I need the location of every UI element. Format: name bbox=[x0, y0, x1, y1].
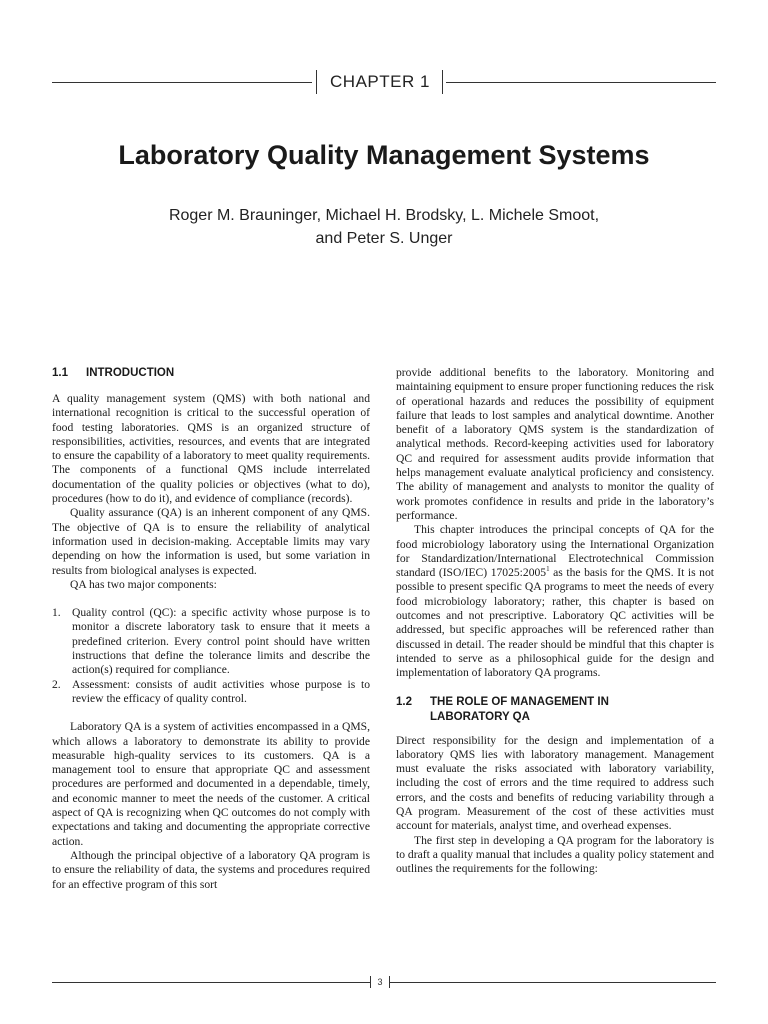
section-title: INTRODUCTION bbox=[86, 367, 175, 379]
chapter-title: Laboratory Quality Management Systems bbox=[118, 140, 650, 170]
list-item bbox=[52, 678, 370, 707]
list-item bbox=[52, 606, 370, 677]
footer-rule-tick-left bbox=[370, 976, 371, 988]
paragraph: QA has two major components: bbox=[70, 577, 217, 591]
paragraph: Direct responsibility for the design and implementation of a laboratory QMS lies with laboratory management. Management must evaluate the risks associated with laboratory variability, including the cost of errors and the time required to address such errors, and the costs and benefits of reducing variability through a QA program. Measurement of the cost of these activities must account for materials, analyst time, and overhead expenses. bbox=[396, 733, 714, 833]
section-title-line: LABORATORY QA bbox=[430, 710, 530, 723]
paragraph: provide additional benefits to the laboratory. Monitoring and maintaining equipment to ensure proper functioning reduces the risk of operational hazards and reduces the possibility of equipment failure that leads to lost samples and analytical downtime. Another benefit of a laboratory QMS system is the standardization of analytical methods. Record-keeping activities used for laboratory QC and required for assessment audits provide information that helps management evaluate analytical proficiency and consistency. The ability of management and analysts to monitor the quality of work promotes confidence in results and pride in the laboratory’s performance. bbox=[396, 366, 714, 522]
footer-rule-left bbox=[52, 982, 370, 983]
section-number: 1.2 bbox=[396, 695, 412, 708]
paragraph: Quality assurance (QA) is an inherent component of any QMS. The objective of QA is to ensure the reliability of analytical information used in decision-making. Acceptable limits may vary depending on how the information is used, but some variation in results from biological analyses is expected. bbox=[52, 506, 370, 577]
list-item-text: Quality control (QC): a specific activity whose purpose is to monitor a discrete laboratory task to ensure that it meets a predefined criterion. Every control point should have written instructions that define the tolerance limits and describe the action(s) required for compliance. bbox=[72, 606, 370, 677]
section-number: 1.1 bbox=[52, 367, 68, 379]
paragraph: A quality management system (QMS) with both national and international recognition is critical to the successful operation of food testing laboratories. QMS is an organized structure of responsibilities, activities, resources, and events that are integrated to ensure the capability of a laboratory to meet quality requirements. The components of a functional QMS include interrelated documentation of the quality policies or objectives (what to do), procedures (how to do it), and evidence of compliance (records). bbox=[52, 392, 370, 506]
section-heading-management bbox=[396, 695, 714, 725]
header-rule-tick-right bbox=[442, 70, 443, 94]
header-rule-right bbox=[446, 82, 716, 83]
paragraph-text: as the basis for the QMS. It is not possible to present specific QA programs to meet the needs of every food microbiology laboratory; rather, this chapter is based on outcomes and not prescriptive. Laboratory QC activities will be addressed, but specific approaches will be referenced rather than discussed in detail. The reader should be mindful that this chapter is intended to serve as a philosophical guide for the design and implementation of laboratory QA programs. bbox=[396, 566, 714, 680]
author-list bbox=[60, 204, 708, 250]
right-column bbox=[396, 366, 714, 877]
paragraph-text: This chapter introduces the principal concepts of QA for the food microbiology laboratory using the International Organization for Standardization/International Electrotechnical Commission standard (ISO/IEC) 17025:2005 bbox=[396, 523, 714, 580]
section-heading-introduction bbox=[52, 366, 370, 381]
paragraph bbox=[396, 523, 714, 680]
paragraph: Laboratory QA is a system of activities encompassed in a QMS, which allows a laboratory to demonstrate its ability to provide measurable high-quality services to its customers. QA is a management tool to ensure that appropriate QC and assessment procedures are performed and documented in a dependable, timely, and economic manner to meet the needs of the customer. A critical aspect of QA is recognizing when QC outcomes do not comply with expectations and taking and documenting the appropriate corrective action. bbox=[52, 720, 370, 848]
page-number: 3 bbox=[377, 977, 383, 987]
list-item-number: 1. bbox=[52, 606, 61, 620]
section-title-line: THE ROLE OF MANAGEMENT IN bbox=[430, 695, 609, 708]
paragraph: Although the principal objective of a laboratory QA program is to ensure the reliability of data, the systems and procedures required for an effective program of this sort bbox=[52, 848, 370, 891]
paragraph: The first step in developing a QA program for the laboratory is to draft a quality manual that includes a quality policy statement and outlines the requirements for the following: bbox=[396, 833, 714, 876]
footnote-reference: 1 bbox=[546, 565, 550, 574]
left-column bbox=[52, 366, 370, 892]
section-title bbox=[430, 695, 609, 725]
list-item-text: Assessment: consists of audit activities whose purpose is to review the efficacy of quality control. bbox=[72, 677, 370, 705]
list-item-number: 2. bbox=[52, 677, 61, 691]
header-rule-left bbox=[52, 82, 312, 83]
numbered-list bbox=[52, 606, 370, 706]
chapter-label: CHAPTER 1 bbox=[330, 72, 430, 91]
header-rule-tick-left bbox=[316, 70, 317, 94]
footer-rule-right bbox=[390, 982, 716, 983]
author-line-1: Roger M. Brauninger, Michael H. Brodsky, L. Michele Smoot, bbox=[168, 207, 600, 224]
author-line-2: and Peter S. Unger bbox=[315, 230, 453, 247]
